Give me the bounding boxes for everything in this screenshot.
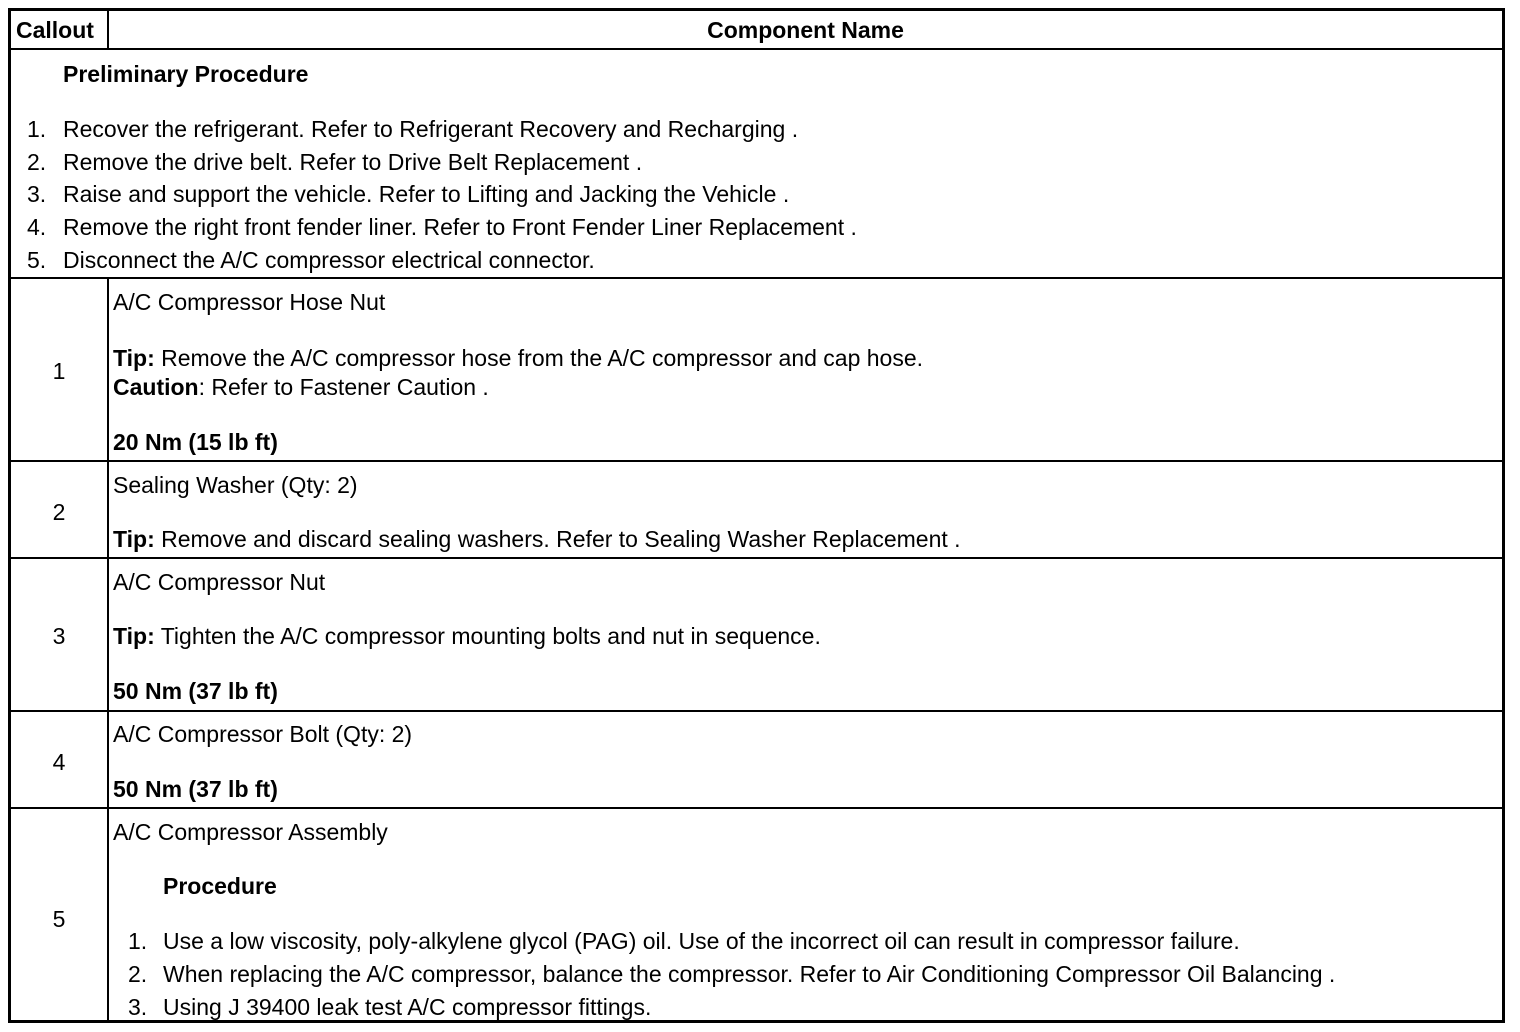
component-name: A/C Compressor Bolt (Qty: 2)	[113, 721, 413, 747]
step-text: Remove the right front fender liner. Refer to Front Fender Liner Replacement .	[63, 214, 857, 240]
step-text: Using J 39400 leak test A/C compressor fittings.	[163, 994, 652, 1020]
step-number: 5.	[27, 247, 47, 273]
step-text: Recover the refrigerant. Refer to Refrigerant Recovery and Recharging .	[63, 116, 799, 142]
step-number: 3.	[27, 181, 47, 207]
step-number: 1.	[128, 928, 148, 954]
step-text: Raise and support the vehicle. Refer to Lifting and Jacking the Vehicle .	[63, 181, 790, 207]
tip	[113, 526, 961, 552]
row-rule	[11, 710, 1502, 712]
step-number: 1.	[27, 116, 47, 142]
tip-label: Tip:	[113, 526, 155, 552]
step-text: Remove the drive belt. Refer to Drive Belt Replacement .	[63, 149, 643, 175]
tip-text: Remove and discard sealing washers. Refer to Sealing Washer Replacement .	[161, 526, 961, 552]
torque-spec: 50 Nm (37 lb ft)	[113, 678, 278, 704]
row-rule	[11, 557, 1502, 559]
callout-number: 1	[52, 358, 66, 384]
caution	[113, 374, 489, 400]
callout-number: 2	[52, 499, 66, 525]
component-name: A/C Compressor Hose Nut	[113, 289, 386, 315]
tip-label: Tip:	[113, 345, 155, 371]
step-number: 4.	[27, 214, 47, 240]
header-callout: Callout	[16, 17, 94, 43]
callout-number: 4	[52, 749, 66, 775]
step-text: Disconnect the A/C compressor electrical connector.	[63, 247, 595, 273]
tip-label: Tip:	[113, 623, 155, 649]
torque-spec: 50 Nm (37 lb ft)	[113, 776, 278, 802]
component-name: A/C Compressor Nut	[113, 569, 326, 595]
tip	[113, 623, 821, 649]
row-rule	[11, 277, 1502, 279]
step-number: 2.	[27, 149, 47, 175]
tip-text: Tighten the A/C compressor mounting bolts and nut in sequence.	[160, 623, 821, 649]
component-name: Sealing Washer (Qty: 2)	[113, 472, 358, 498]
tip	[113, 345, 923, 371]
step-number: 3.	[128, 994, 148, 1020]
procedure-title: Procedure	[163, 873, 277, 899]
torque-spec: 20 Nm (15 lb ft)	[113, 429, 278, 455]
caution-text: : Refer to Fastener Caution .	[198, 374, 489, 400]
header-rule	[11, 48, 1502, 50]
tip-text: Remove the A/C compressor hose from the A/C compressor and cap hose.	[161, 345, 924, 371]
component-name: A/C Compressor Assembly	[113, 819, 388, 845]
step-text: Use a low viscosity, poly-alkylene glycol (PAG) oil. Use of the incorrect oil can result in compressor failure.	[163, 928, 1240, 954]
caution-label: Caution	[113, 374, 199, 400]
component-table	[8, 8, 1505, 1023]
header-component-name: Component Name	[707, 17, 904, 43]
row-rule	[11, 807, 1502, 809]
callout-number: 3	[52, 623, 66, 649]
callout-divider	[107, 277, 109, 1020]
callout-number: 5	[52, 906, 66, 932]
step-text: When replacing the A/C compressor, balance the compressor. Refer to Air Conditioning Compressor Oil Balancing .	[163, 961, 1336, 987]
step-number: 2.	[128, 961, 148, 987]
row-rule	[11, 460, 1502, 462]
preliminary-title: Preliminary Procedure	[63, 61, 309, 87]
